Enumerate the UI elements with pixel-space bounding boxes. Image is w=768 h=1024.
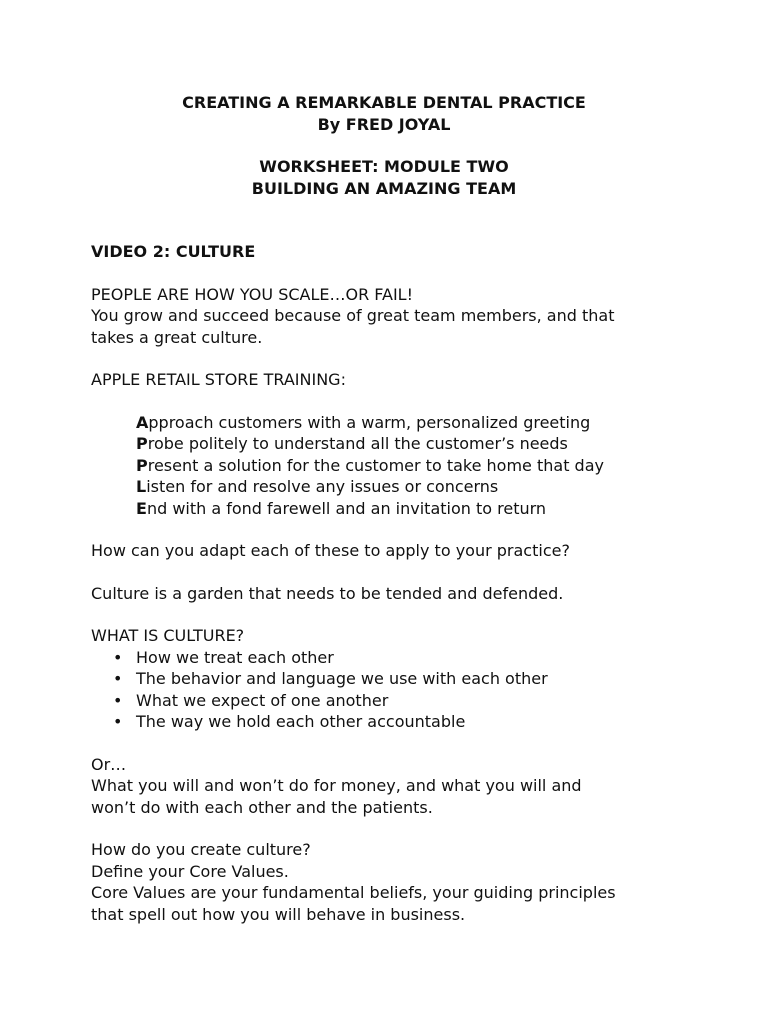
or-line: Or… <box>91 754 127 774</box>
or-text-line: What you will and won’t do for money, and what you will and <box>91 776 582 795</box>
or-text-line: won’t do with each other and the patients. <box>91 797 433 817</box>
list-item-text: How we treat each other <box>136 647 334 667</box>
apple-item-letter: P <box>136 434 148 453</box>
apple-item-letter: P <box>136 455 148 475</box>
adapt-question: How can you adapt each of these to apply to your practice? <box>91 541 570 560</box>
apple-item-text: robe politely to understand all the customer’s needs <box>147 434 568 453</box>
apple-item-letter: E <box>136 498 147 518</box>
apple-item-text: pproach customers with a warm, personalized greeting <box>148 412 591 432</box>
list-item <box>91 647 691 669</box>
apple-list <box>91 412 691 520</box>
list-item-text: What we expect of one another <box>136 690 389 710</box>
core-values-line: that spell out how you will behave in business. <box>91 904 466 924</box>
document-title: CREATING A REMARKABLE DENTAL PRACTICE <box>182 93 586 112</box>
intro-text-line: takes a great culture. <box>91 327 263 347</box>
list-item <box>91 711 691 733</box>
video-heading: VIDEO 2: CULTURE <box>91 242 256 261</box>
bullet-icon: • <box>113 669 123 688</box>
apple-item <box>136 433 691 455</box>
apple-item <box>136 455 691 477</box>
apple-item <box>136 498 691 520</box>
worksheet-title: WORKSHEET: MODULE TWO <box>259 157 509 176</box>
apple-heading: APPLE RETAIL STORE TRAINING: <box>91 370 346 389</box>
list-item-text: The behavior and language we use with each other <box>136 669 548 688</box>
culture-heading: WHAT IS CULTURE? <box>91 626 245 645</box>
apple-item-text: nd with a fond farewell and an invitation to return <box>146 498 547 518</box>
define-line: Define your Core Values. <box>91 861 289 881</box>
core-values-line: Core Values are your fundamental beliefs, your guiding principles <box>91 883 616 902</box>
culture-bullet-list <box>91 647 691 733</box>
bullet-icon: • <box>113 712 123 731</box>
apple-item <box>136 412 691 434</box>
apple-item-text: resent a solution for the customer to take home that day <box>147 455 604 475</box>
list-item <box>91 668 691 690</box>
apple-item-letter: L <box>136 477 147 496</box>
garden-line: Culture is a garden that needs to be tended and defended. <box>91 583 564 603</box>
intro-headline: PEOPLE ARE HOW YOU SCALE…OR FAIL! <box>91 284 414 304</box>
bullet-icon: • <box>113 690 123 710</box>
intro-text-line: You grow and succeed because of great team members, and that <box>91 306 615 325</box>
create-question: How do you create culture? <box>91 840 311 859</box>
list-item-text: The way we hold each other accountable <box>136 712 466 731</box>
worksheet-page <box>91 92 691 925</box>
apple-item-text: isten for and resolve any issues or concerns <box>146 477 499 496</box>
apple-item <box>136 476 691 498</box>
list-item <box>91 690 691 712</box>
author-line: By FRED JOYAL <box>317 114 451 134</box>
apple-item-letter: A <box>136 412 149 432</box>
bullet-icon: • <box>113 647 123 667</box>
module-title: BUILDING AN AMAZING TEAM <box>251 178 517 198</box>
